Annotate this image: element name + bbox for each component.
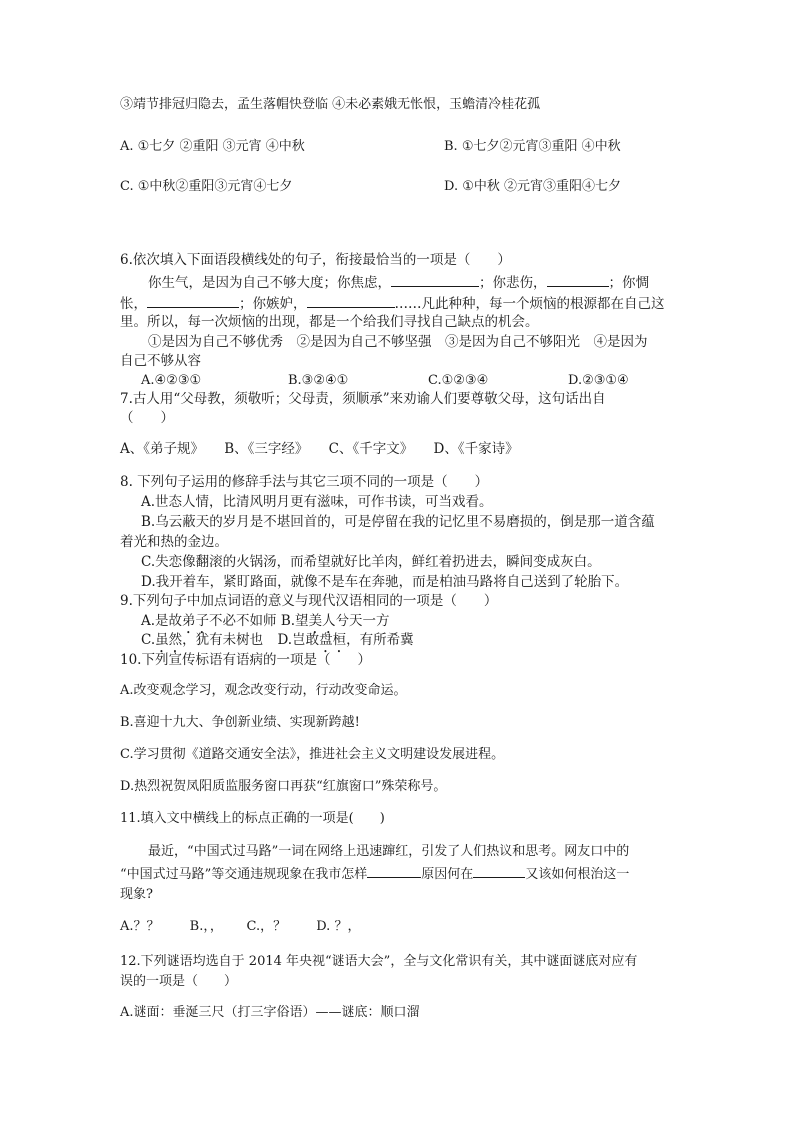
q11-blank-2: [473, 864, 525, 878]
q11-passage-line-1: 最近，“中国式过马路”一词在网络上迅速蹿红，引发了人们热议和思考。网友口中的: [148, 844, 630, 859]
q6-text: ；你悲伤，: [479, 275, 547, 291]
q6-choices-line-2: 自己不够从容: [120, 353, 201, 369]
q11-passage-line-2: [120, 864, 629, 884]
q11-options[interactable]: A.？？ B.，， C.，？ D. ？，: [120, 919, 361, 934]
q9-text: A.是故: [141, 613, 183, 629]
q9-option-a[interactable]: [141, 613, 277, 629]
q9-dotted-word: 盘桓: [319, 632, 347, 648]
q9-text: B.望: [280, 613, 309, 629]
q9-dotted-word: 弟子: [182, 613, 210, 629]
q9-stem: 9.下列句子中加点词语的意义与现代汉语相同的一项是（ ）: [120, 593, 498, 609]
q6-option-d[interactable]: D.②③①④: [568, 373, 629, 388]
q11-text: 又该如何根治这一: [525, 867, 630, 882]
q11-passage-line-3: 现象?: [120, 887, 153, 902]
q12-stem-line-1: 12.下列谜语均选自于 2014 年央视“谜语大会”，全与文化常识有关，其中谜面谜底对应有: [120, 954, 638, 969]
q8-stem: 8. 下列句子运用的修辞手法与其它三项不同的一项是（ ）: [120, 474, 489, 490]
q5-option-b[interactable]: B. ①七夕②元宵③重阳 ④中秋: [444, 139, 621, 154]
q9-option-d[interactable]: [277, 632, 413, 648]
q5-option-c[interactable]: C. ①中秋②重阳③元宵④七夕: [120, 179, 293, 194]
q10-stem: 10.下列宣传标语有语病的一项是（ ）: [120, 652, 371, 668]
q9-text: D.岂敢: [277, 632, 320, 648]
q9-text: C.: [141, 632, 156, 648]
q6-text: ；你惆: [608, 275, 649, 291]
q6-blank-1: [391, 273, 479, 287]
q12-option-a[interactable]: A.谜面：垂涎三尺（打三字俗语）——谜底：顺口溜: [120, 1005, 420, 1020]
q6-stem: 6.依次填入下面语段横线处的句子，衔接最恰当的一项是（ ）: [120, 252, 511, 268]
q7-stem-line-2: （ ）: [120, 410, 174, 426]
q10-option-d[interactable]: D.热烈祝贺凤阳质监服务窗口再获“红旗窗口”殊荣称号。: [120, 779, 447, 794]
q6-blank-3: [147, 294, 239, 308]
q9-text: ，犹有未树也: [182, 632, 264, 648]
q9-text: 不必不如师: [209, 613, 277, 629]
q8-option-b-line-2[interactable]: 着光和热的金边。: [120, 534, 228, 550]
q10-option-c[interactable]: C.学习贯彻《道路交通安全法》，推进社会主义文明建设发展进程。: [120, 747, 505, 762]
q11-text: “中国式过马路”等交通违规现象在我市怎样: [120, 867, 368, 882]
q9-option-b[interactable]: [281, 613, 390, 629]
q6-choices-line-1: ①是因为自己不够优秀 ②是因为自己不够坚强 ③是因为自己不够阳光 ④是因为: [148, 334, 648, 350]
q5-option-line-3-4: ③靖节排冠归隐去，孟生落帽快登临 ④未必素娥无怅恨，玉蟾清冷桂花孤: [120, 97, 541, 112]
q10-option-a[interactable]: A.改变观念学习，观念改变行动，行动改变命运。: [120, 683, 407, 698]
q9-text: 兮天一方: [335, 613, 390, 629]
q7-stem-line-1: 7.古人用“父母教，须敬听；父母责，须顺承”来劝谕人们要尊敬父母，这句话出自: [120, 391, 606, 407]
q8-option-a[interactable]: A.世态人情，比清风明月更有滋味，可作书读，可当戏看。: [141, 494, 493, 510]
q6-passage-line-2: [120, 294, 665, 313]
q6-passage-line-3: 里。所以，每一次烦恼的出现，都是一个给我们寻找自己缺点的机会。: [120, 314, 539, 330]
q12-stem-line-2: 误的一项是（ ）: [120, 974, 238, 989]
q6-text: 怅，: [120, 296, 147, 312]
q6-option-b[interactable]: B.③②④①: [288, 373, 349, 388]
q5-option-d[interactable]: D. ①中秋 ②元宵③重阳④七夕: [444, 179, 622, 194]
q6-blank-2: [547, 273, 609, 287]
q11-stem: 11.填入文中横线上的标点正确的一项是( ): [120, 811, 385, 826]
q8-option-b-line-1[interactable]: B.乌云蔽天的岁月是不堪回首的，可是停留在我的记忆里不易磨损的，倒是那一道含蕴: [141, 514, 655, 530]
q9-dotted-word: 虽然: [155, 632, 183, 648]
q6-passage-line-1: [148, 273, 649, 292]
q11-blank-1: [367, 864, 421, 878]
q6-text: ；你嫉妒，: [239, 296, 307, 312]
q8-option-d[interactable]: D.我开着车，紧盯路面，就像不是车在奔驰，而是柏油马路将自己送到了轮胎下。: [141, 574, 629, 590]
q6-option-c[interactable]: C.①②③④: [428, 373, 489, 388]
q11-text: 原因何在: [421, 867, 474, 882]
q7-options[interactable]: A、《弟子规》 B、《三字经》 C、《千字文》 D、《千家诗》: [120, 441, 519, 457]
q9-dotted-word: 美人: [308, 613, 336, 629]
q5-option-a[interactable]: A. ①七夕 ②重阳 ③元宵 ④中秋: [120, 139, 305, 154]
q6-option-a[interactable]: A.④②③①: [141, 373, 202, 388]
q6-text: ……凡此种种，每一个烦恼的根源都在自己这: [394, 296, 665, 312]
q9-text: ，有所希冀: [346, 632, 414, 648]
q9-option-c[interactable]: [141, 632, 263, 648]
q10-option-b[interactable]: B.喜迎十九大、争创新业绩、实现新跨越!: [120, 715, 360, 730]
q8-option-c[interactable]: C.失恋像翻滚的火锅汤，而希望就好比羊肉，鲜红着扔进去，瞬间变成灰白。: [141, 554, 601, 570]
q6-text: 你生气，是因为自己不够大度；你焦虑，: [148, 275, 391, 291]
q6-blank-4: [307, 294, 395, 308]
